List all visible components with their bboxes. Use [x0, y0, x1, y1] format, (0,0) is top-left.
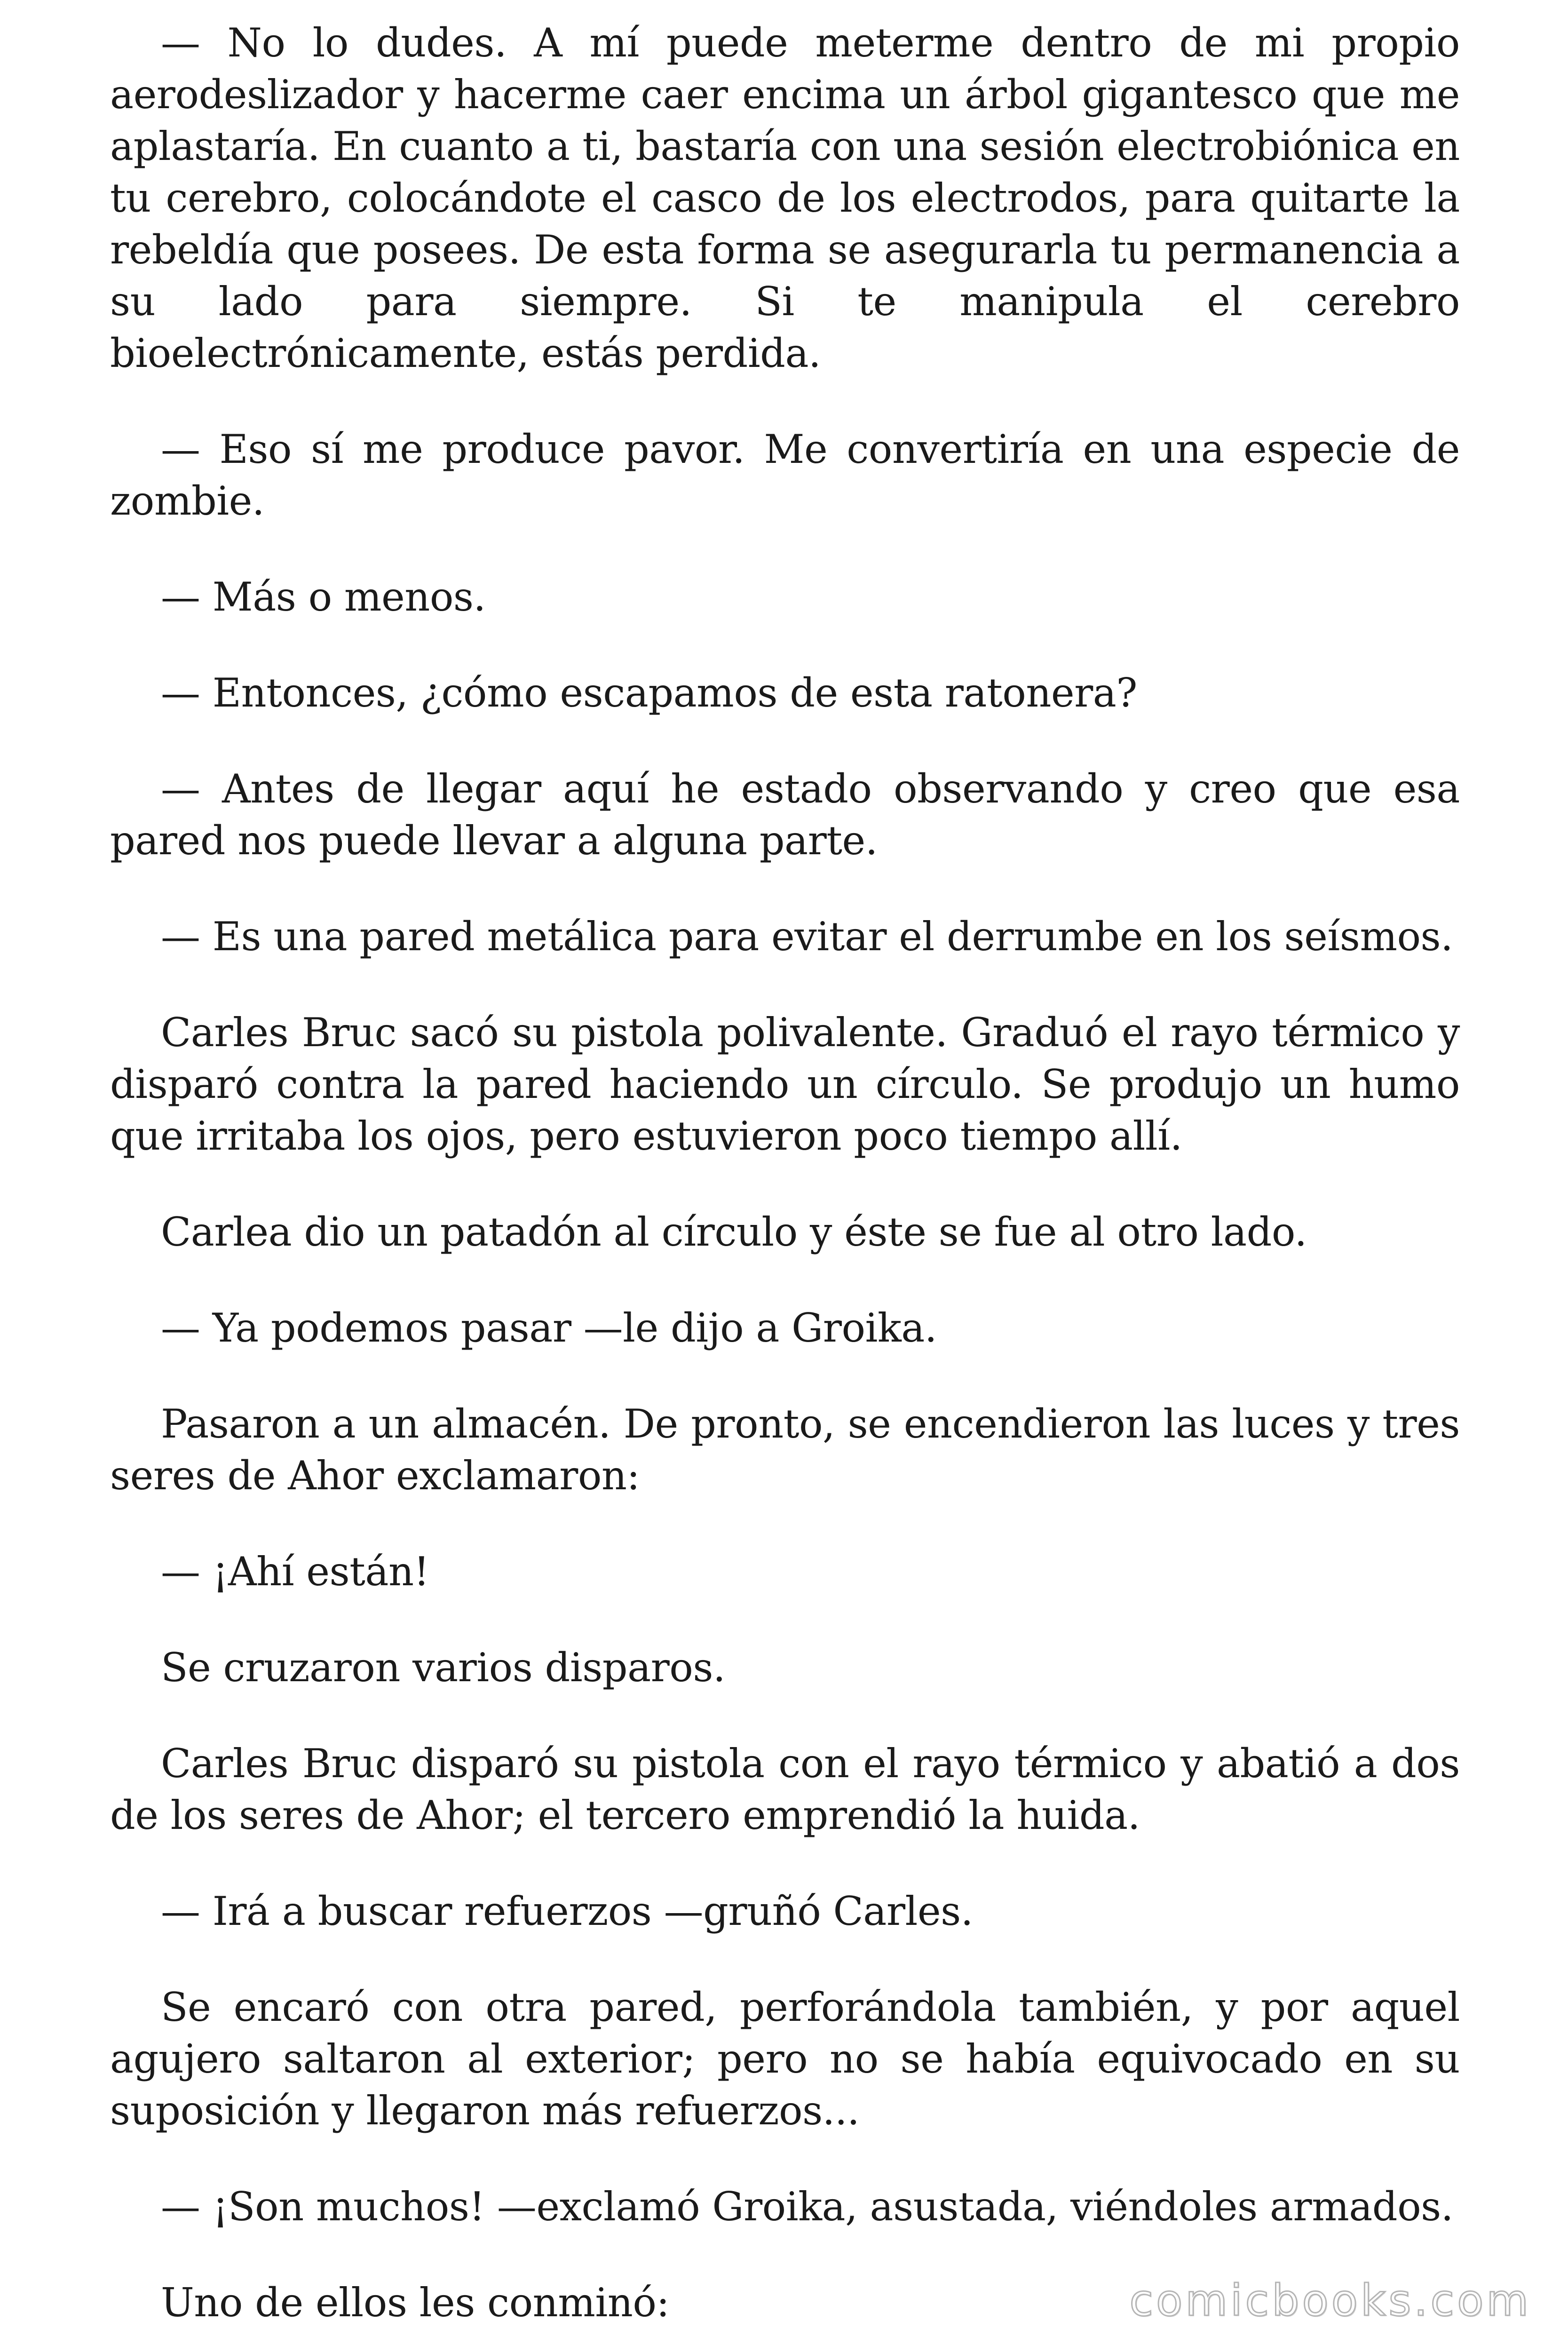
paragraph: Carles Bruc sacó su pistola polivalente. Graduó el rayo térmico y disparó contra la pared haciendo un círculo. Se produjo un humo que irritaba los ojos, pero estuvieron poco tiempo allí. — [110, 1009, 1460, 1159]
paragraph: — Entonces, ¿cómo escapamos de esta ratonera? — [161, 670, 1137, 716]
watermark: comicbooks.com — [1129, 2275, 1531, 2326]
paragraph: — Ya podemos pasar —le dijo a Groika. — [161, 1305, 937, 1351]
paragraph: — No lo dudes. A mí puede meterme dentro de mi propio aerodeslizador y hacerme caer encima un árbol gigantesco que me aplastaría. En cuanto a ti, bastaría con una sesión electrobiónica en tu cerebro, colocándote el casco de los electrodos, para quitarte la rebeldía que posees. De esta forma se asegurarla tu permanencia a su lado para siempre. Si te manipula el cerebro bioelectrónicamente, estás perdida. — [110, 20, 1460, 376]
paragraph: Se encaró con otra pared, perforándola también, y por aquel agujero saltaron al exterior; pero no se había equivocado en su suposición y llegaron más refuerzos... — [110, 1984, 1460, 2134]
paragraph: Pasaron a un almacén. De pronto, se encendieron las luces y tres seres de Ahor exclamaron: — [110, 1401, 1460, 1499]
paragraph: — ¡Ahí están! — [161, 1549, 429, 1595]
paragraph: Uno de ellos les conminó: — [161, 2280, 670, 2326]
paragraph: — ¡Son muchos! —exclamó Groika, asustada, viéndoles armados. — [161, 2184, 1453, 2230]
paragraph: — Eso sí me produce pavor. Me convertiría en una especie de zombie. — [110, 426, 1460, 524]
paragraph: — Es una pared metálica para evitar el derrumbe en los seísmos. — [161, 914, 1453, 960]
paragraph: — Antes de llegar aquí he estado observando y creo que esa pared nos puede llevar a alguna parte. — [110, 766, 1460, 864]
paragraph: Se cruzaron varios disparos. — [161, 1645, 726, 1691]
paragraph: — Más o menos. — [161, 574, 486, 620]
paragraph: Carles Bruc disparó su pistola con el rayo térmico y abatió a dos de los seres de Ahor; el tercero emprendió la huida. — [110, 1740, 1460, 1838]
paragraph: Carlea dio un patadón al círculo y éste se fue al otro lado. — [161, 1209, 1307, 1255]
paragraph: — Irá a buscar refuerzos —gruñó Carles. — [161, 1888, 973, 1934]
page-text — [110, 17, 1460, 2328]
